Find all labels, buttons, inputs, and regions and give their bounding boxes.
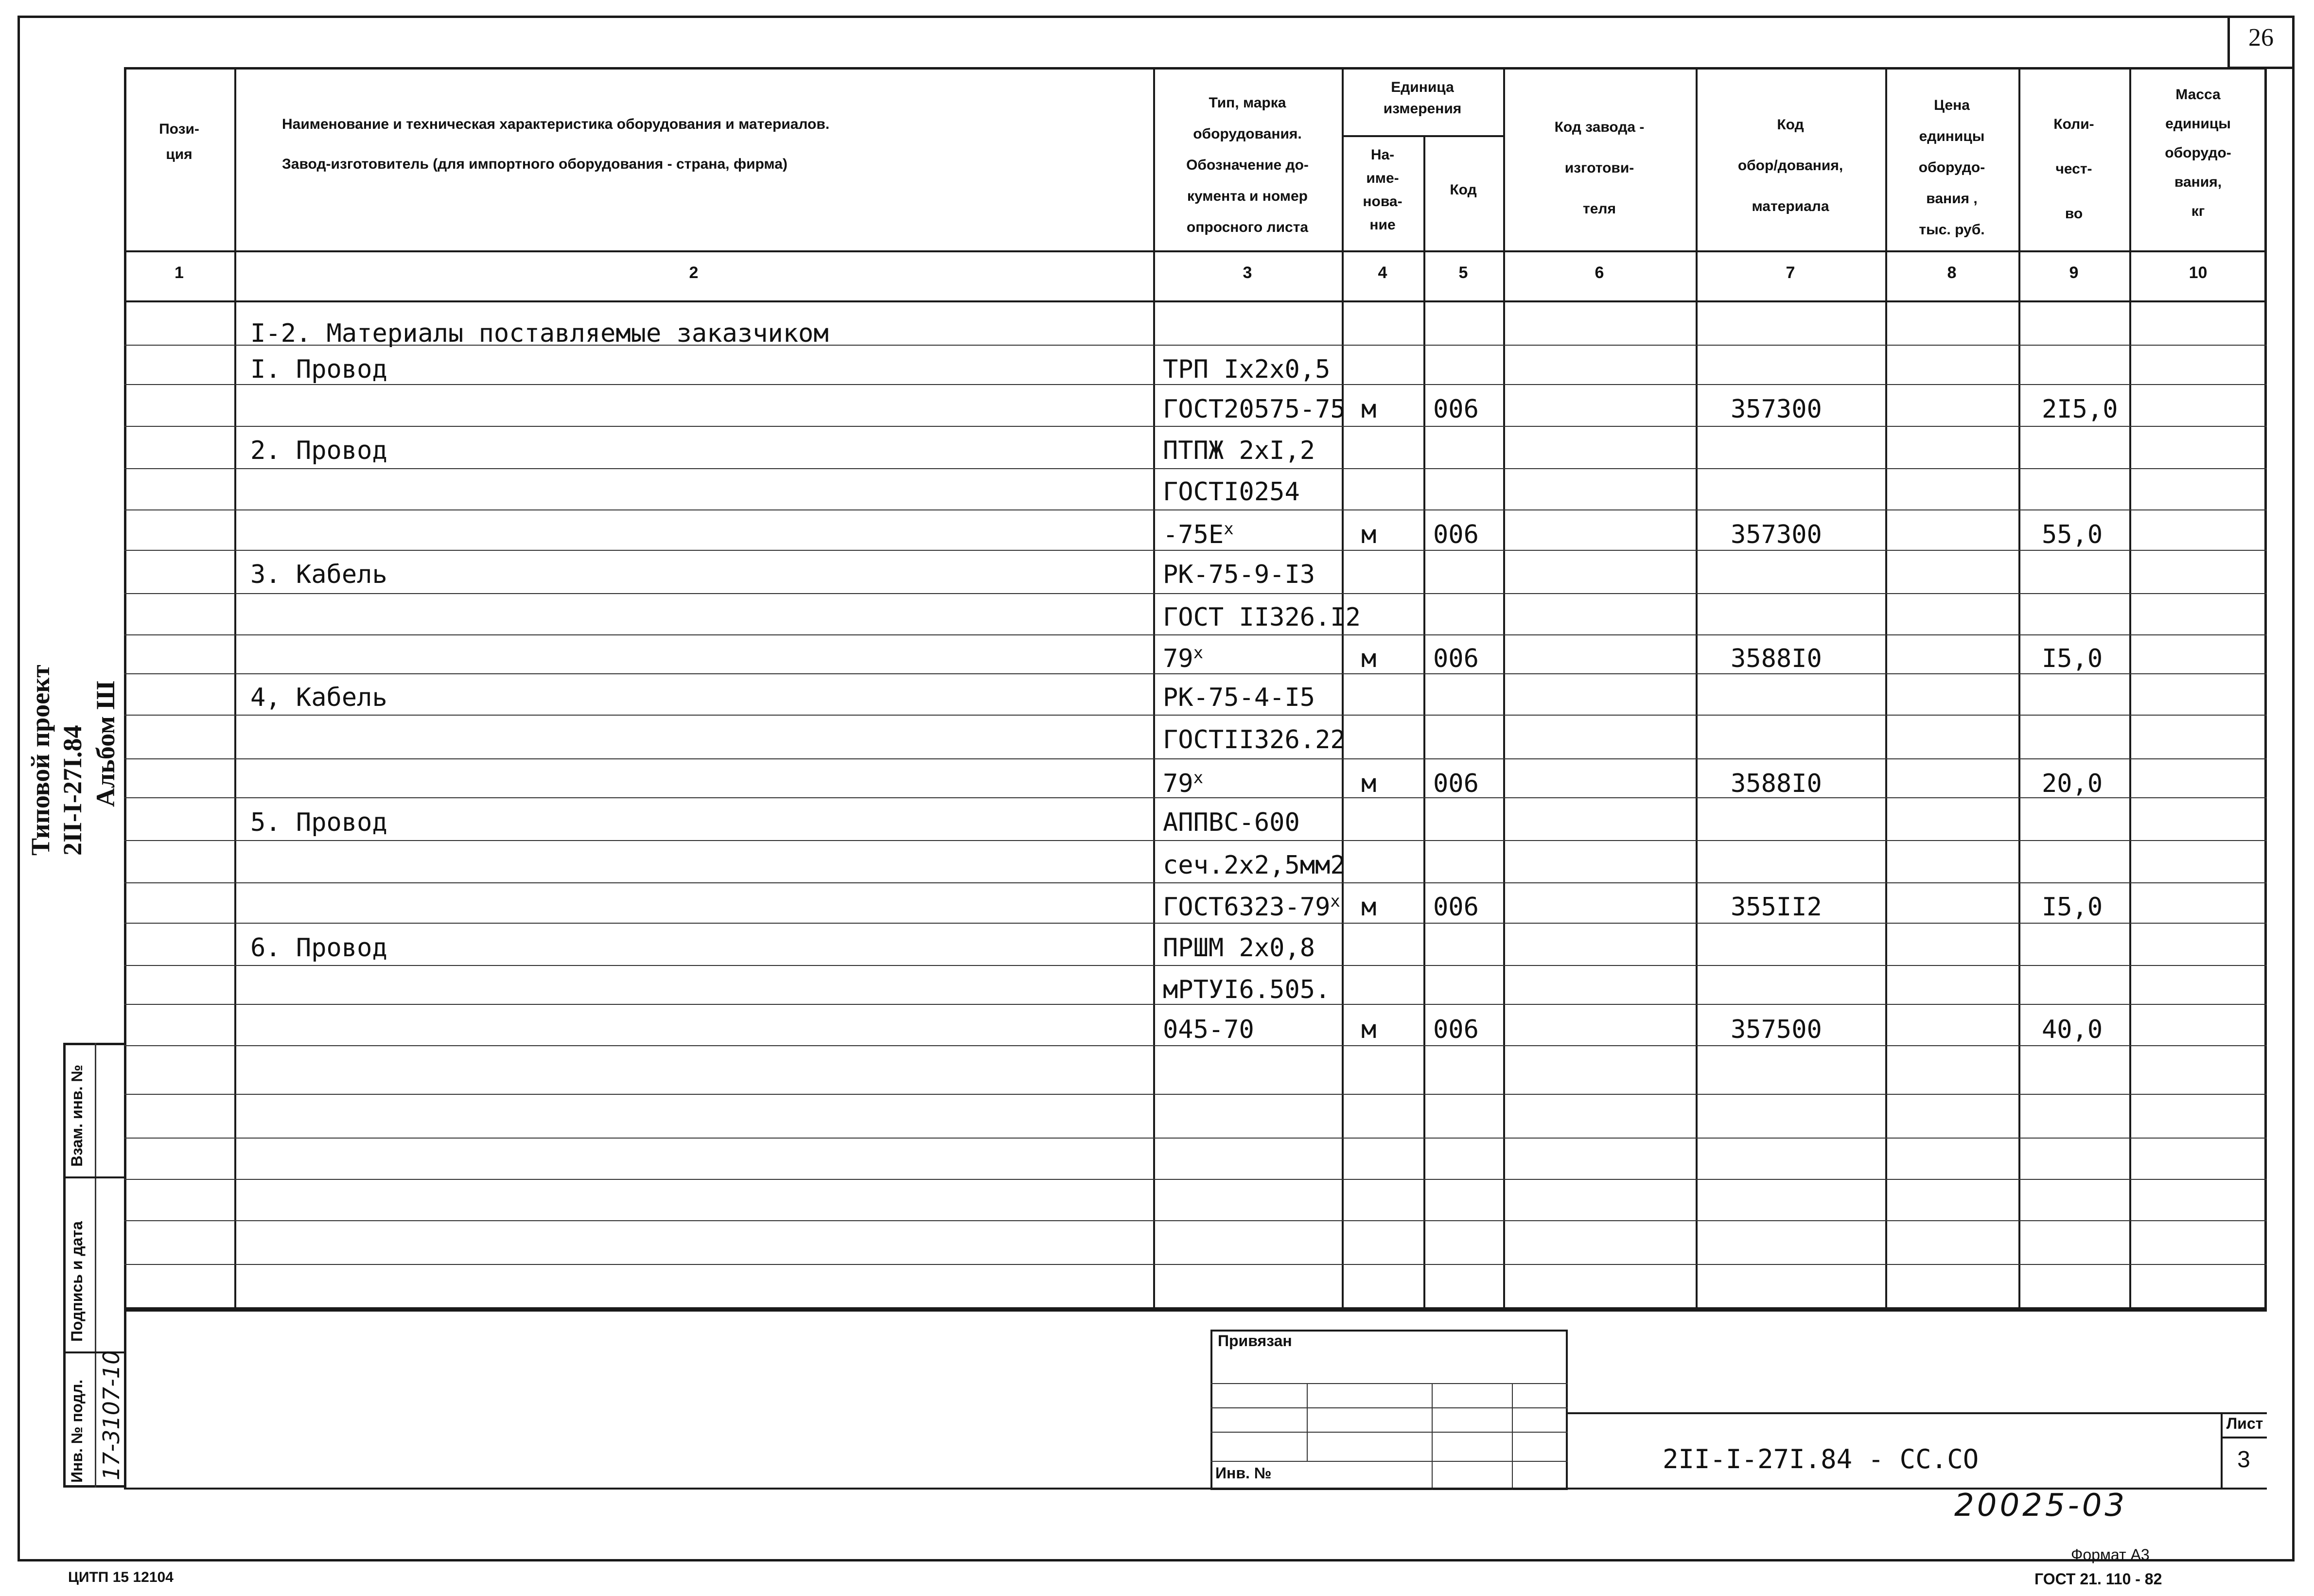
header-col4: На- име- нова- ние: [1363, 147, 1402, 233]
row-type: ГОСТ II326.I2: [1163, 603, 1361, 632]
row-type: ПРШМ 2х0,8: [1163, 933, 1315, 963]
row-type: ПТПЖ 2хI,2: [1163, 436, 1315, 465]
row-qty: 2I5,0: [2042, 395, 2118, 424]
colnum-1: 1: [175, 263, 184, 282]
page-number: 26: [2248, 24, 2274, 52]
row-name: 4, Кабель: [250, 683, 387, 712]
privyazan-label: Привязан: [1218, 1332, 1292, 1350]
superscript-mark: х: [1193, 643, 1204, 663]
row-type: ГОСТ20575-75: [1163, 395, 1346, 424]
header-col3: Тип, марка оборудования. Обозначение до- кумента и номер опросного листа: [1186, 95, 1309, 235]
row-name: 2. Провод: [250, 436, 387, 465]
row-unit: м: [1361, 644, 1377, 673]
row-code: 006: [1433, 520, 1479, 549]
sheet-value: 3: [2237, 1447, 2250, 1473]
stamp-inv-value: 17-3107-10: [98, 1350, 124, 1480]
row-code: 006: [1433, 1015, 1479, 1044]
colnum-10: 10: [2189, 263, 2208, 282]
row-mat-code: 3588I0: [1731, 644, 1822, 673]
row-type: ГОСТII326.22: [1163, 725, 1346, 754]
row-mat-code: 357300: [1731, 395, 1822, 424]
header-col1: Пози- ция: [159, 121, 199, 162]
row-qty: 55,0: [2042, 520, 2103, 549]
row-unit: м: [1361, 893, 1377, 922]
row-code: 006: [1433, 395, 1479, 424]
project-line1: Типовой проект: [26, 665, 55, 856]
inv-no-label: Инв. №: [1215, 1464, 1272, 1482]
row-type: $79^х$: [1163, 643, 1204, 673]
stamp-label-podpis: Подпись и дата: [68, 1221, 86, 1342]
project-line2: 2II-I-27I.84: [58, 725, 87, 856]
row-type: $79^х$: [1163, 768, 1204, 798]
row-qty: 20,0: [2042, 769, 2103, 798]
row-unit: м: [1361, 1015, 1377, 1044]
row-unit: м: [1361, 520, 1377, 549]
row-name: I. Провод: [250, 355, 387, 384]
colnum-5: 5: [1458, 263, 1468, 282]
superscript-mark: х: [1193, 768, 1204, 788]
sheet-label: Лист: [2226, 1415, 2263, 1432]
row-qty: I5,0: [2042, 644, 2103, 673]
row-type: ТРП Iх2х0,5: [1163, 355, 1331, 384]
footer-format: Формат А3: [2071, 1546, 2150, 1563]
row-type: ГОСТI0254: [1163, 477, 1300, 507]
row-unit: м: [1361, 395, 1377, 424]
footer-left: ЦИТП 15 12104: [68, 1569, 174, 1585]
row-type: 045-70: [1163, 1015, 1254, 1044]
row-code: 006: [1433, 893, 1479, 922]
row-type: $ГОСТ6323-79^х$: [1163, 892, 1340, 922]
superscript-mark: х: [1224, 519, 1234, 539]
colnum-9: 9: [2069, 263, 2079, 282]
header-col5: Код: [1450, 182, 1477, 198]
row-qty: 40,0: [2042, 1015, 2103, 1044]
row-type: РК-75-4-I5: [1163, 683, 1315, 712]
header-col10: Масса единицы оборудо- вания, кг: [2165, 87, 2231, 219]
header-col6: Код завода - изготови- теля: [1554, 119, 1645, 217]
row-name: I-2. Материалы поставляемые заказчиком: [250, 319, 829, 348]
handwritten-number: 20025-03: [1954, 1488, 2128, 1524]
colnum-7: 7: [1786, 263, 1795, 282]
row-type: мРТУI6.505.: [1163, 975, 1331, 1004]
row-type: РК-75-9-I3: [1163, 560, 1315, 589]
stamp-label-vzam: Взам. инв. №: [68, 1065, 86, 1167]
colnum-6: 6: [1595, 263, 1604, 282]
colnum-8: 8: [1947, 263, 1957, 282]
row-qty: I5,0: [2042, 893, 2103, 922]
row-mat-code: 357300: [1731, 520, 1822, 549]
row-name: 5. Провод: [250, 808, 387, 837]
row-mat-code: 3588I0: [1731, 769, 1822, 798]
header-col7: Код обор/дования, материала: [1737, 117, 1843, 214]
stamp-label-inv: Инв. № подл.: [68, 1379, 86, 1483]
row-type: сеч.2х2,5мм2: [1163, 851, 1346, 880]
row-code: 006: [1433, 769, 1479, 798]
row-type: $-75Е^х$: [1163, 519, 1234, 549]
colnum-3: 3: [1243, 263, 1252, 282]
header-unit-group: Единица измерения: [1383, 79, 1462, 117]
header-col8: Цена единицы оборудо- вания , тыс. руб.: [1918, 97, 1985, 238]
row-mat-code: 357500: [1731, 1015, 1822, 1044]
footer-gost: ГОСТ 21. 110 - 82: [2034, 1570, 2162, 1588]
row-mat-code: 355II2: [1731, 893, 1822, 922]
row-code: 006: [1433, 644, 1479, 673]
superscript-mark: х: [1330, 892, 1340, 911]
project-line3: Альбом Ш: [91, 681, 120, 807]
designation: 2II-I-27I.84 - СС.СО: [1663, 1444, 1979, 1474]
colnum-2: 2: [689, 263, 699, 282]
row-type: АППВС-600: [1163, 808, 1300, 837]
row-unit: м: [1361, 769, 1377, 798]
row-name: 3. Кабель: [250, 560, 387, 589]
header-col2: Наименование и техническая характеристика оборудования и материалов. Завод-изготовитель (для импортного оборудования - страна, фирма): [282, 116, 830, 172]
header-col9: Коли- чест- во: [2053, 116, 2094, 222]
colnum-4: 4: [1378, 263, 1387, 282]
row-name: 6. Провод: [250, 933, 387, 963]
